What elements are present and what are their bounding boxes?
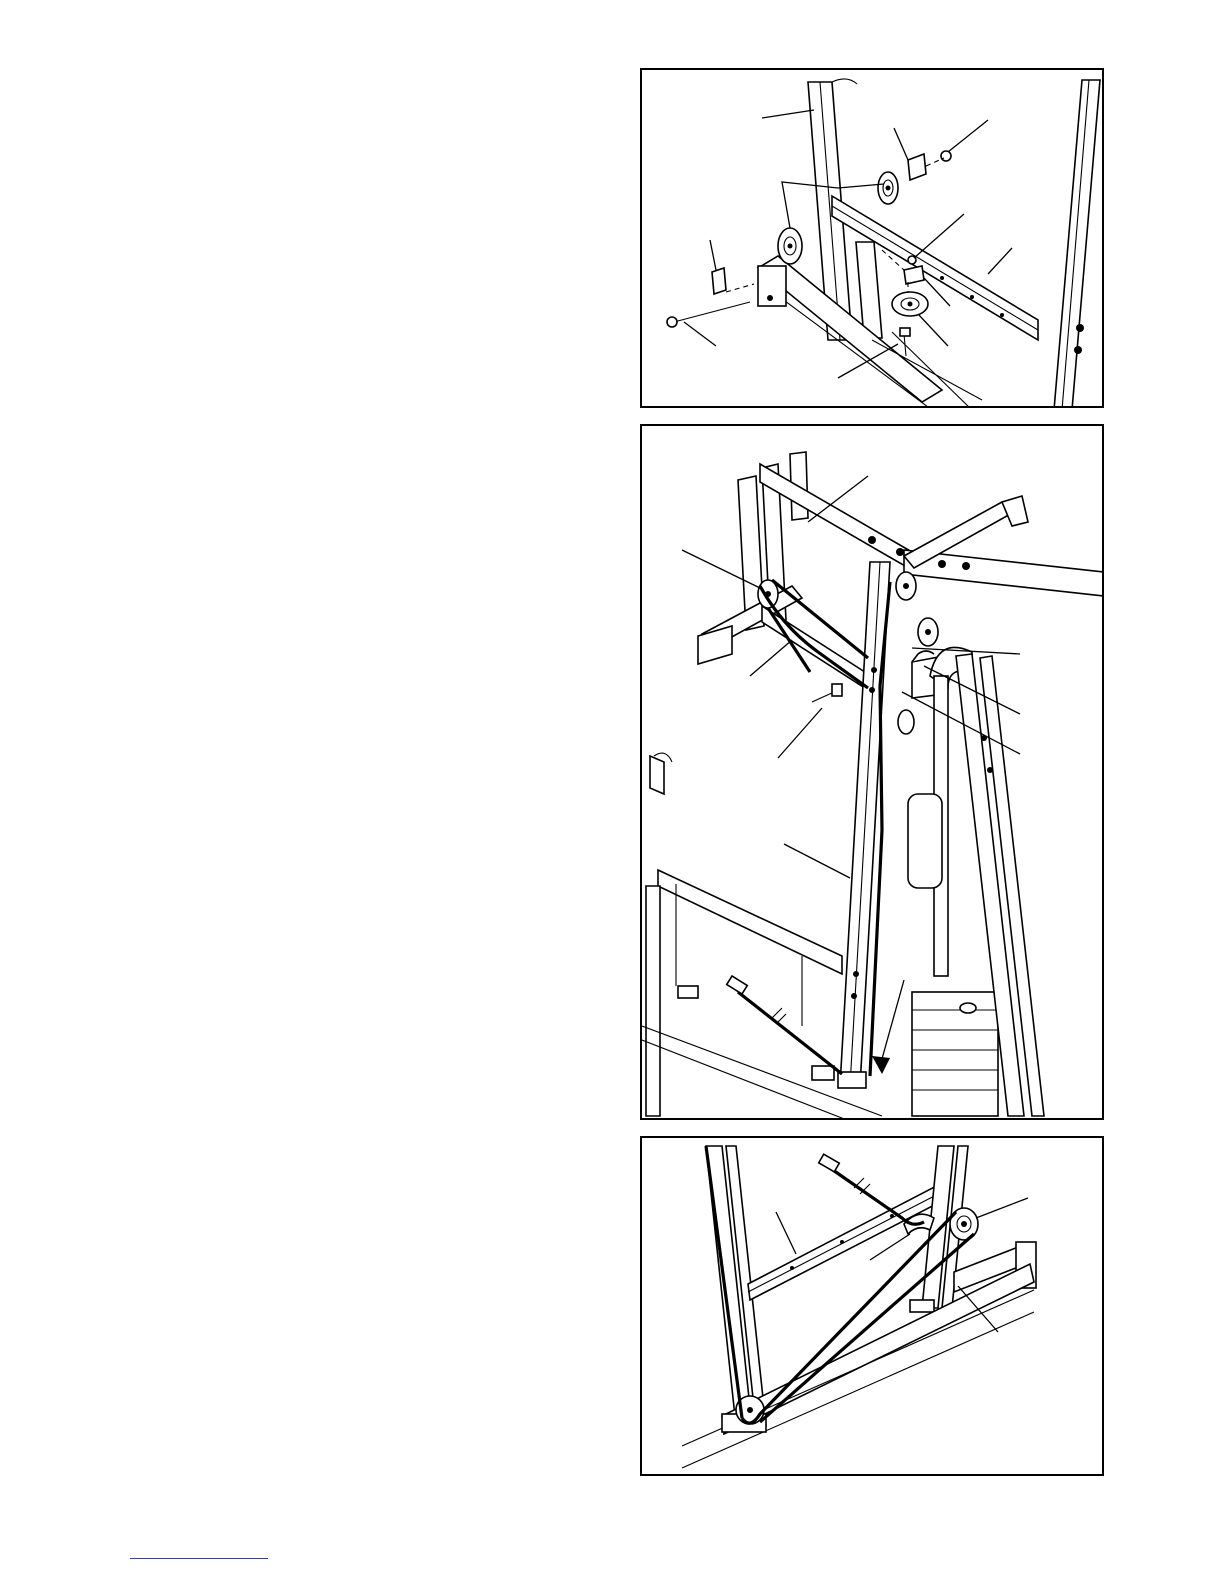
left-pulley xyxy=(778,228,802,264)
right-pulley xyxy=(918,618,938,646)
footer-rule xyxy=(130,1558,268,1559)
lower-pulley xyxy=(892,292,928,316)
upper-pulley xyxy=(878,172,898,204)
bracket-pulley-drawing xyxy=(642,70,1104,408)
center-pulley xyxy=(896,572,916,600)
base-pulley-routing-drawing xyxy=(642,1138,1104,1476)
assembly-figure-3 xyxy=(640,1136,1104,1476)
assembly-figure-2 xyxy=(640,424,1104,1120)
upright-pulley xyxy=(898,710,914,734)
assembly-figure-1 xyxy=(640,68,1104,408)
cable-routing-drawing xyxy=(642,426,1104,1120)
